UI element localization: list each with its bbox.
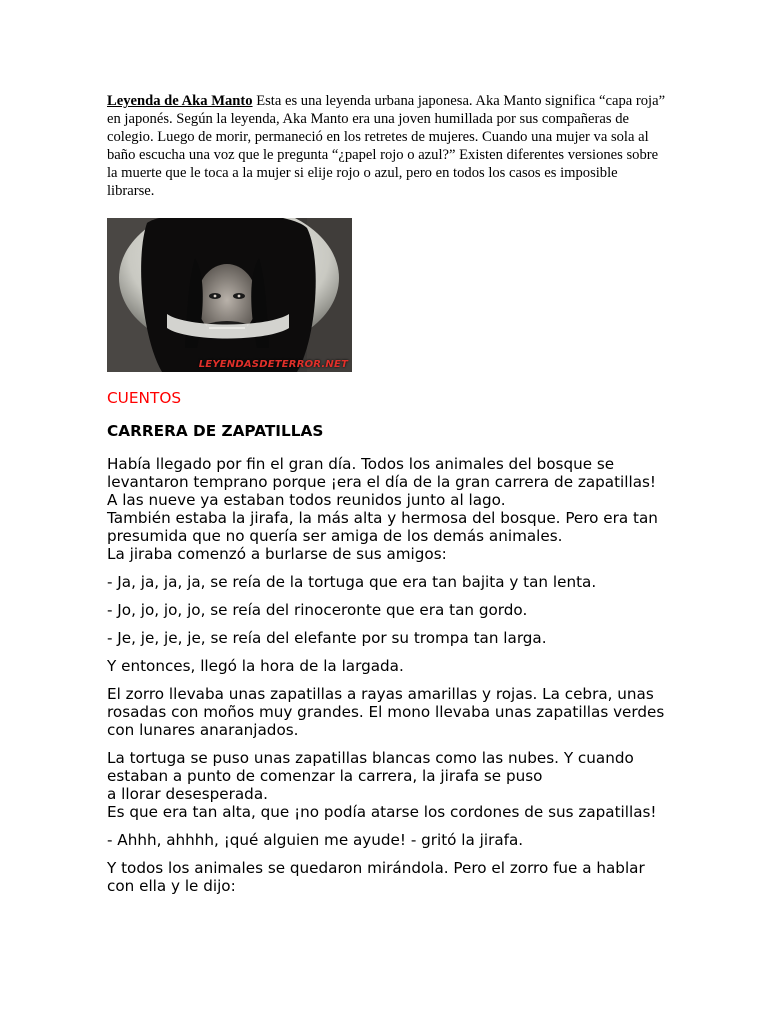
story-line: - Jo, jo, jo, jo, se reía del rinoceronte que era tan gordo. (107, 601, 528, 619)
intro-title: Leyenda de Aka Manto (107, 93, 253, 109)
intro-text: Esta es una leyenda urbana japonesa. Aka Manto significa “capa roja” en japonés. Según la leyenda, Aka Manto era una joven humillada por sus compañeras de colegio. Luego de morir, permaneció en los retretes de mujeres. Cuando una mujer va sola al baño escucha una voz que le pregunta “¿papel rojo o azul?” Existen diferentes versiones sobre la muerte que le toca a la mujer si elije rojo o azul, pero en todos los casos es imposible librarse. (107, 93, 666, 199)
story-line: Había llegado por fin el gran día. Todos los animales del bosque se levantaron temprano porque ¡era el día de la gran carrera de zapatillas! (107, 455, 657, 491)
story-paragraph (107, 657, 667, 675)
story-paragraph (107, 859, 667, 895)
story-line: También estaba la jirafa, la más alta y hermosa del bosque. Pero era tan presumida que no quería ser amiga de los demás animales. (107, 509, 658, 545)
story-line: Es que era tan alta, que ¡no podía atarse los cordones de sus zapatillas! (107, 803, 657, 821)
image-watermark: LEYENDASDETERROR.NET (198, 359, 348, 370)
story-body (107, 455, 667, 895)
story-line: - Je, je, je, je, se reía del elefante por su trompa tan larga. (107, 629, 547, 647)
story-line: A las nueve ya estaban todos reunidos junto al lago. (107, 491, 506, 509)
story-line: - Ja, ja, ja, ja, se reía de la tortuga que era tan bajita y tan lenta. (107, 573, 597, 591)
story-line: El zorro llevaba unas zapatillas a rayas amarillas y rojas. La cebra, unas rosadas con moños muy grandes. El mono llevaba unas zapatillas verdes con lunares anaranjados. (107, 685, 665, 739)
aka-manto-image (107, 218, 352, 372)
story-line: Y entonces, llegó la hora de la largada. (107, 657, 404, 675)
story-title: CARRERA DE ZAPATILLAS (107, 422, 324, 440)
intro-paragraph (107, 92, 667, 200)
story-line: a llorar desesperada. (107, 785, 268, 803)
story-paragraph (107, 685, 667, 739)
story-paragraph (107, 629, 667, 647)
story-line: La tortuga se puso unas zapatillas blancas como las nubes. Y cuando estaban a punto de comenzar la carrera, la jirafa se puso (107, 749, 634, 785)
section-heading: CUENTOS (107, 389, 182, 407)
story-paragraph (107, 831, 667, 849)
story-paragraph (107, 455, 667, 563)
story-line: Y todos los animales se quedaron mirándola. Pero el zorro fue a hablar con ella y le dijo: (107, 859, 645, 895)
story-paragraph (107, 573, 667, 591)
story-paragraph (107, 601, 667, 619)
aka-manto-illustration (107, 218, 352, 372)
document-page (107, 92, 667, 905)
story-line: - Ahhh, ahhhh, ¡qué alguien me ayude! - gritó la jirafa. (107, 831, 524, 849)
story-paragraph (107, 749, 667, 821)
story-line: La jiraba comenzó a burlarse de sus amigos: (107, 545, 447, 563)
